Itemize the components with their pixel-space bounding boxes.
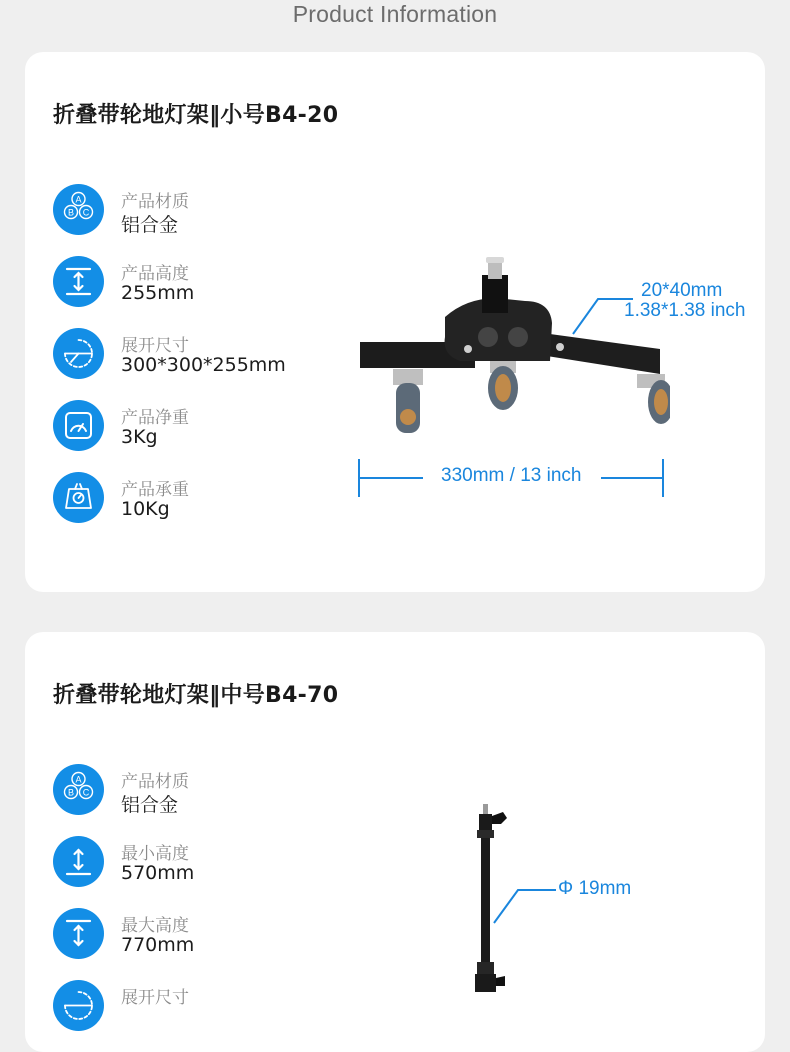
svg-text:A: A	[75, 194, 82, 205]
min-height-icon	[53, 836, 104, 887]
material-abc-icon	[53, 184, 104, 235]
dolly-base-illustration	[350, 257, 670, 457]
tube-size-mm: 20*40mm	[641, 280, 723, 301]
product-title: 折叠带轮地灯架‖小号B4-20	[53, 103, 339, 128]
svg-text:B: B	[67, 207, 75, 218]
spread-icon	[53, 328, 104, 379]
spec-value: 770mm	[121, 934, 195, 956]
spec-spread	[53, 980, 313, 1032]
product-card-b4-20	[25, 52, 765, 592]
spec-spread	[53, 328, 313, 380]
spec-value: 铝合金	[121, 214, 179, 236]
svg-text:C: C	[82, 787, 90, 798]
spec-label: 最小高度	[121, 844, 189, 864]
material-abc-icon	[53, 764, 104, 815]
spec-label: 产品材质	[121, 192, 189, 212]
width-dimension-label: 330mm / 13 inch	[441, 465, 582, 486]
spec-value: 铝合金	[121, 794, 179, 816]
height-icon	[53, 256, 104, 307]
product-card-b4-70	[25, 632, 765, 1052]
spec-material	[53, 764, 313, 816]
spec-label: 产品高度	[121, 264, 189, 284]
scale-icon	[53, 472, 104, 523]
svg-text:B: B	[67, 787, 75, 798]
spec-max-height	[53, 908, 313, 960]
tube-size-inch: 1.38*1.38 inch	[624, 300, 746, 321]
spec-label: 产品净重	[121, 408, 189, 428]
svg-text:A: A	[75, 774, 82, 785]
spec-net-weight	[53, 400, 313, 452]
spec-value: 3Kg	[121, 426, 158, 448]
weight-gauge-icon	[53, 400, 104, 451]
spec-label: 产品材质	[121, 772, 189, 792]
spec-label: 展开尺寸	[121, 988, 189, 1008]
spec-material	[53, 184, 313, 236]
spec-label: 产品承重	[121, 480, 189, 500]
product-title: 折叠带轮地灯架‖中号B4-70	[53, 683, 339, 708]
spec-height	[53, 256, 313, 308]
spec-value: 300*300*255mm	[121, 354, 286, 376]
section-title: Product Information	[292, 1, 498, 27]
spread-icon	[53, 980, 104, 1031]
spec-min-height	[53, 836, 313, 888]
spec-label: 最大高度	[121, 916, 189, 936]
svg-text:C: C	[82, 207, 90, 218]
diameter-label: Φ 19mm	[558, 878, 632, 899]
max-height-icon	[53, 908, 104, 959]
spec-value: 255mm	[121, 282, 195, 304]
spec-label: 展开尺寸	[121, 336, 189, 356]
spec-load-capacity	[53, 472, 313, 524]
spec-value: 570mm	[121, 862, 195, 884]
spec-value: 10Kg	[121, 498, 170, 520]
